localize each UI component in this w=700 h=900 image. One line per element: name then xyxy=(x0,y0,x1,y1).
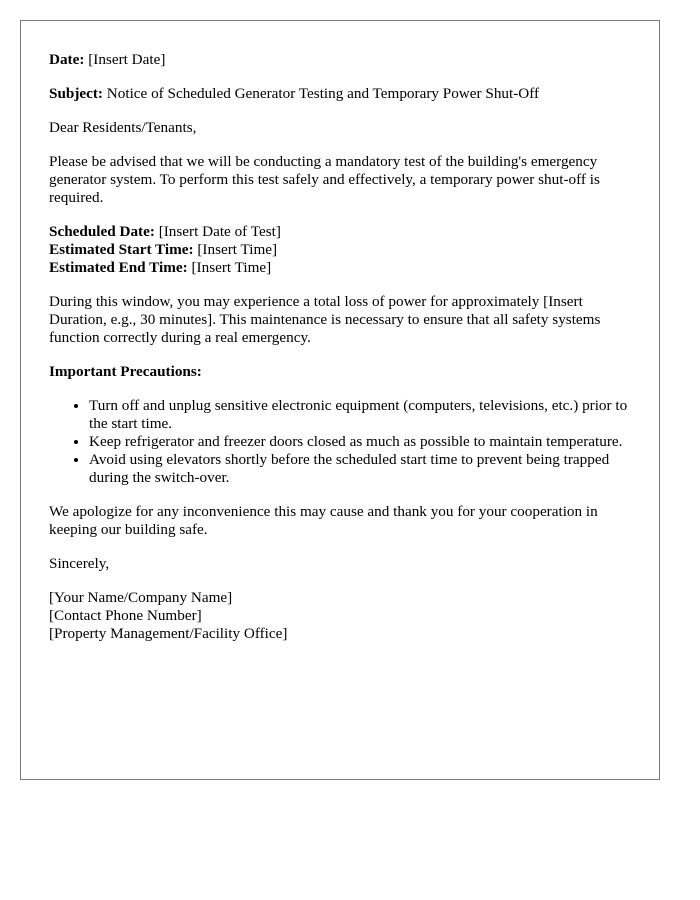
window-paragraph: During this window, you may experience a total loss of power for approximately [Insert Duration, e.g., 30 minutes]. This maintenance is necessary to ensure that all safety systems function correctly during a real emergency. xyxy=(49,293,601,346)
subject-label: Subject: xyxy=(49,85,103,102)
letter-document xyxy=(20,20,660,780)
intro-paragraph: Please be advised that we will be conducting a mandatory test of the building's emergency generator system. To perform this test safely and effectively, a temporary power shut-off is required. xyxy=(49,153,600,206)
start-time-value: [Insert Time] xyxy=(193,241,278,258)
subject-line xyxy=(49,85,631,103)
list-item: • Keep refrigerator and freezer doors closed as much as possible to maintain temperature. xyxy=(89,433,631,451)
end-time-value: [Insert Time] xyxy=(187,259,272,276)
date-label: Date: xyxy=(49,51,85,68)
schedule-block xyxy=(49,223,631,277)
signature-office: [Property Management/Facility Office] xyxy=(49,625,288,642)
end-time-label: Estimated End Time: xyxy=(49,259,188,276)
signature-phone: [Contact Phone Number] xyxy=(49,607,202,624)
signature-block xyxy=(49,589,631,643)
subject-value: Notice of Scheduled Generator Testing and Temporary Power Shut-Off xyxy=(103,85,540,102)
scheduled-date-label: Scheduled Date: xyxy=(49,223,155,240)
signature-name: [Your Name/Company Name] xyxy=(49,589,233,606)
precautions-heading xyxy=(49,363,631,381)
scheduled-date-value: [Insert Date of Test] xyxy=(154,223,281,240)
precautions-list xyxy=(49,397,631,487)
date-value: [Insert Date] xyxy=(84,51,166,68)
signoff: Sincerely, xyxy=(49,555,110,572)
list-item: • Avoid using elevators shortly before the scheduled start time to prevent being trapped during the switch-over. xyxy=(89,451,631,487)
salutation: Dear Residents/Tenants, xyxy=(49,119,197,136)
date-line xyxy=(49,51,631,69)
start-time-label: Estimated Start Time: xyxy=(49,241,194,258)
closing-paragraph: We apologize for any inconvenience this may cause and thank you for your cooperation in keeping our building safe. xyxy=(49,503,598,538)
precautions-heading-text: Important Precautions: xyxy=(49,363,202,380)
list-item: • Turn off and unplug sensitive electronic equipment (computers, televisions, etc.) prior to the start time. xyxy=(89,397,631,433)
